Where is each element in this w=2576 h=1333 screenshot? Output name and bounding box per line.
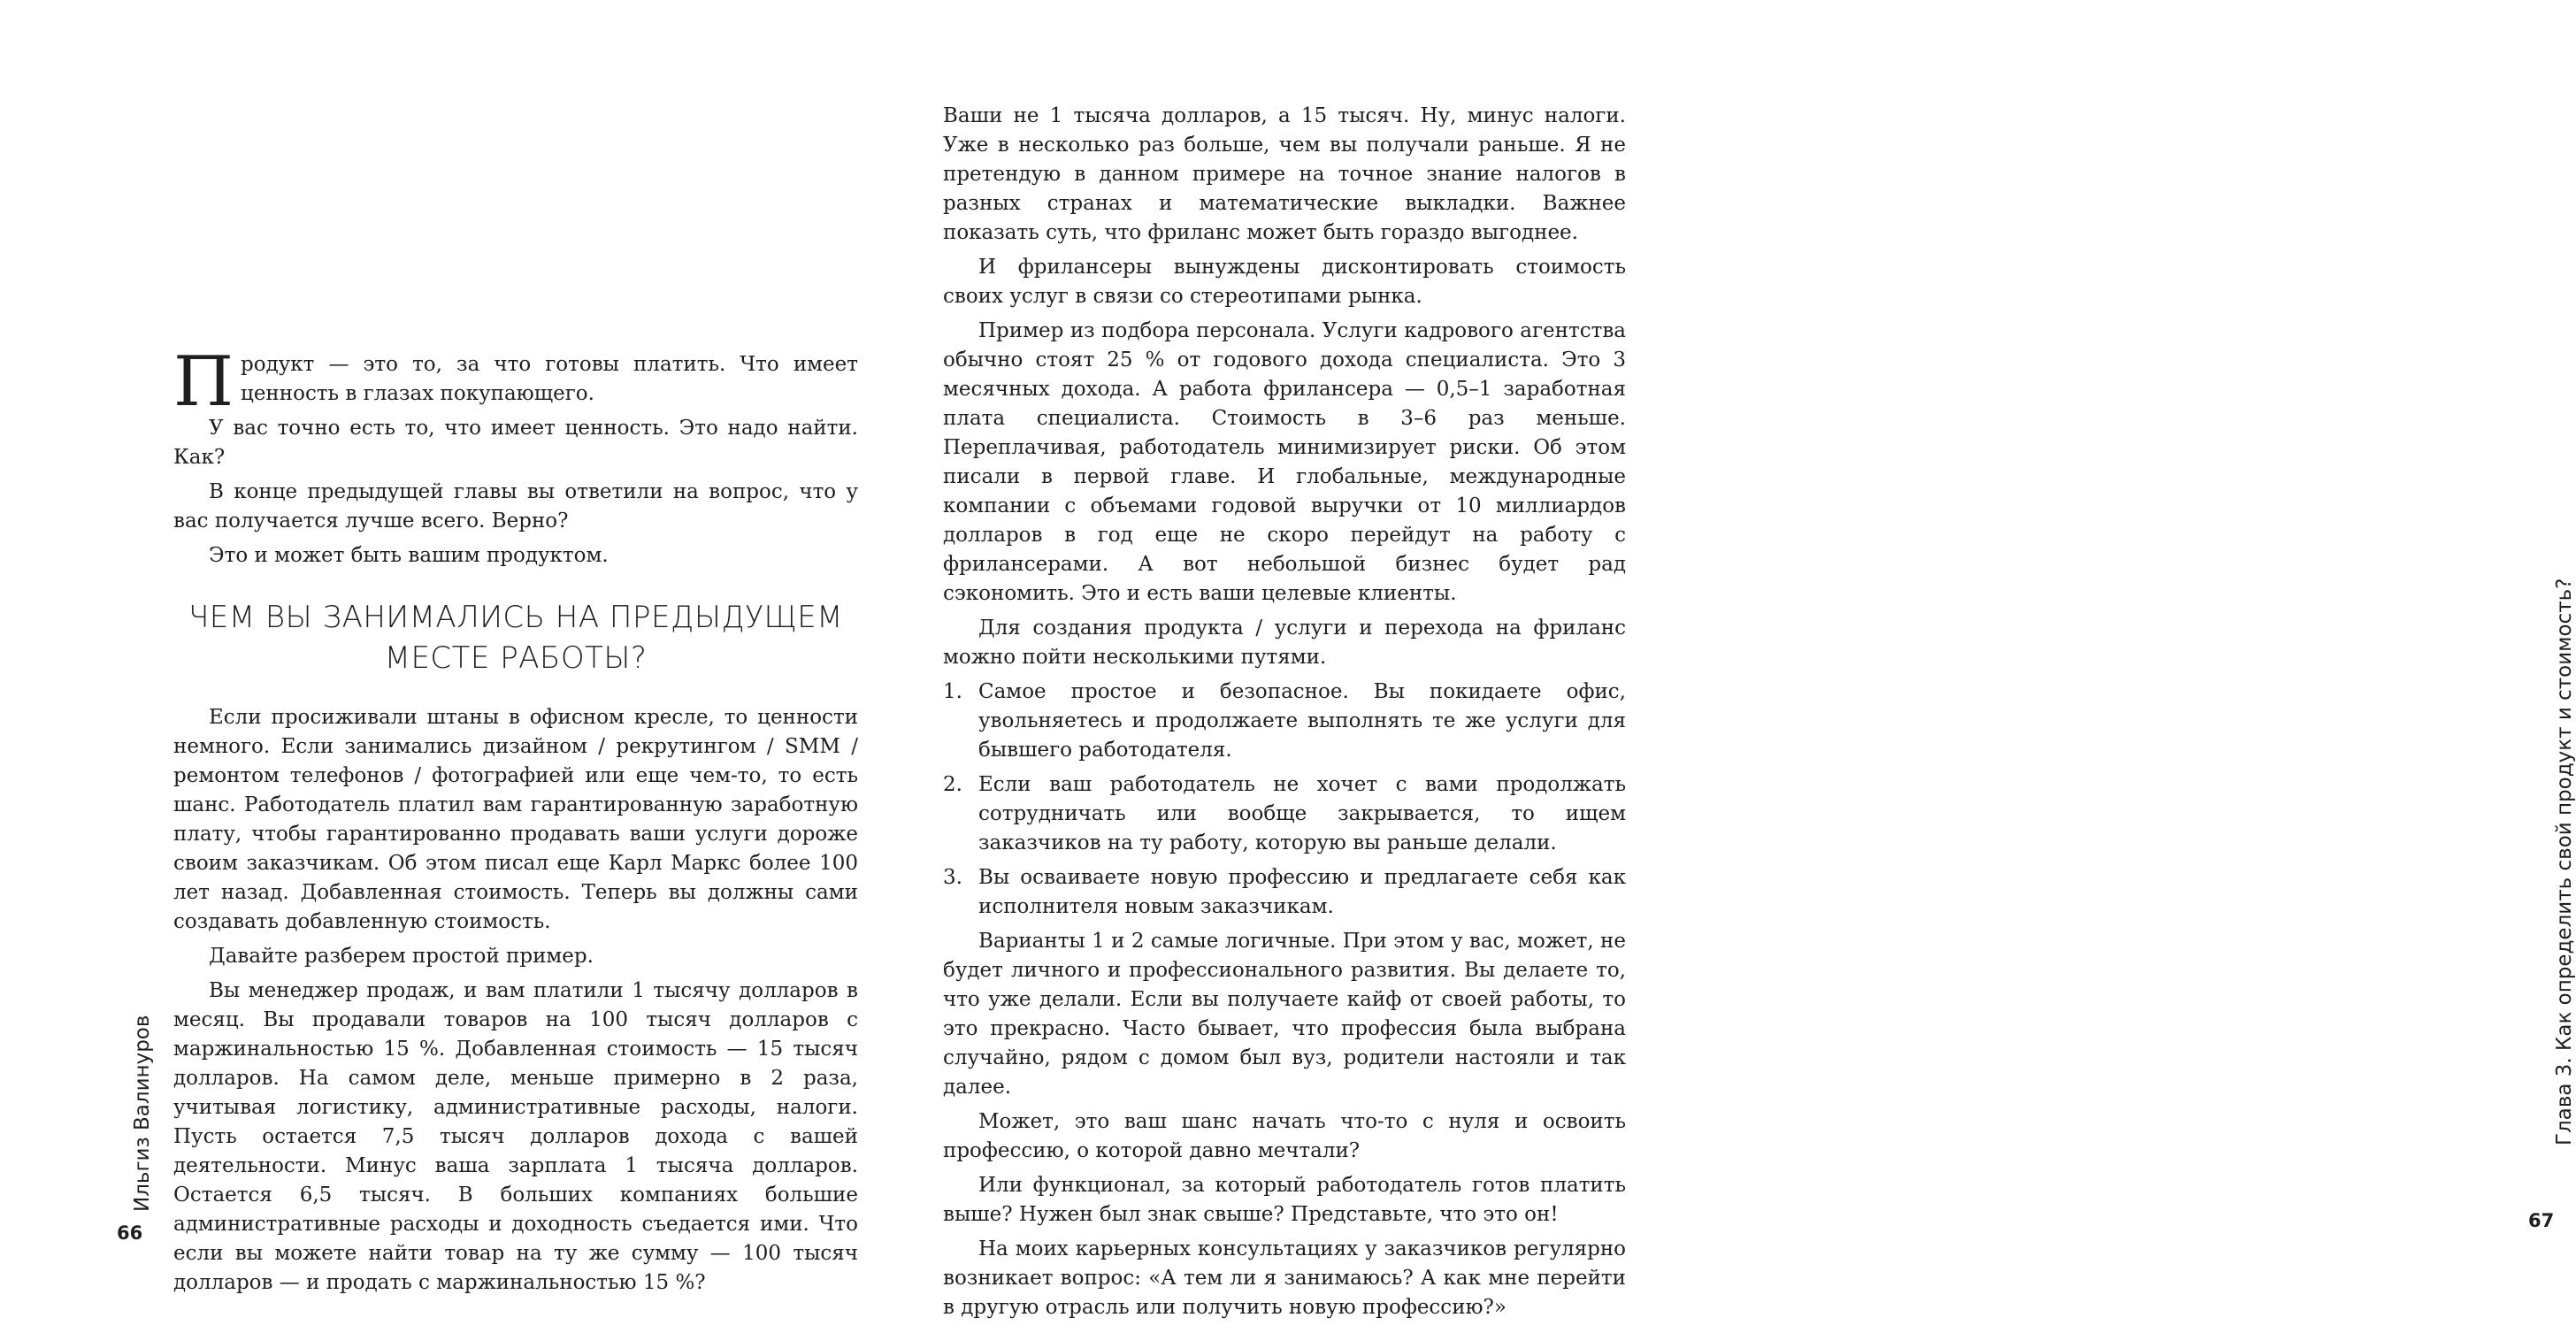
intro-paragraph [173,342,858,422]
intro-paragraph: В конце предыдущей главы вы ответили на вопрос, что у вас получается лучше всего. Верно? [173,480,858,532]
list-number: 1. [943,680,962,703]
body-paragraph: Или функционал, за который работодатель готов платить выше? Нужен был знак свыше? Представьте, что это он! [943,1174,1626,1226]
list-text: Вы осваиваете новую профессию и предлагаете себя как исполнителя новым заказчикам. [978,866,1626,918]
list-text: Самое простое и безопасное. Вы покидаете офис, увольняетесь и продолжаете выполнять те же услуги для бывшего работодателя. [978,680,1626,762]
page-number-left: 66 [117,1222,143,1244]
right-text-column [943,102,1626,1328]
list-number: 3. [943,866,962,889]
body-paragraph: Если просиживали штаны в офисном кресле, то ценности немного. Если занимались дизайном / рекрутингом / SMM / ремонтом телефонов / фотографией или еще чем-то, то есть шанс. Работодатель платил вам гарантированную заработную плату, чтобы гарантированно продавать ваши услуги дороже своим заказчикам. Об этом писал еще Карл Маркс более 100 лет назад. Добавленная стоимость. Теперь вы должны сами создавать добавленную стоимость. [173,706,858,933]
intro-text: родукт — это то, за что готовы платить. Что имеет ценность в глазах покупающего. [241,353,858,405]
page-number-right: 67 [2528,1210,2555,1231]
intro-paragraph: Это и может быть вашим продуктом. [209,544,609,567]
list-item [943,863,1626,922]
body-paragraph: Давайте разберем простой пример. [209,945,594,968]
body-paragraph: Может, это ваш шанс начать что-то с нуля и освоить профессию, о которой давно мечтали? [943,1110,1626,1162]
body-paragraph: На моих карьерных консультациях у заказчиков регулярно возникает вопрос: «А тем ли я занимаюсь? А как мне перейти в другую отрасль или получить новую профессию?» [943,1237,1626,1319]
intro-paragraph: У вас точно есть то, что имеет ценность. Это надо найти. Как? [173,417,858,469]
list-text: Если ваш работодатель не хочет с вами продолжать сотрудничать или вообще закрывается, то ищем заказчиков на ту работу, которую вы раньше делали. [978,773,1626,854]
list-item [943,678,1626,765]
list-number: 2. [943,773,962,796]
body-paragraph: Вы менеджер продаж, и вам платили 1 тысячу долларов в месяц. Вы продавали товаров на 100 тысяч долларов с маржинальностью 15 %. Добавленная стоимость — 15 тысяч долларов. На самом деле, меньше примерно в 2 раза, учитывая логистику, административные расходы, налоги. Пусть остается 7,5 тысяч долларов дохода с вашей деятельности. Минус ваша зарплата 1 тысяча долларов. Остается 6,5 тысяч. В больших компаниях большие административные расходы и доходность съедается ими. Что если вы можете найти товар на ту же сумму — 100 тысяч долларов — и продать с маржинальностью 15 %? [173,979,858,1294]
body-paragraph: Варианты 1 и 2 самые логичные. При этом у вас, может, не будет личного и профессионального развития. Вы делаете то, что уже делали. Если вы получаете кайф от своей работы, то это прекрасно. Часто бывает, что профессия была выбрана случайно, рядом с домом был вуз, родители настояли и так далее. [943,930,1626,1099]
body-paragraph: И фрилансеры вынуждены дисконтировать стоимость своих услуг в связи со стереотипами рынка. [943,256,1626,308]
options-list [943,678,1626,922]
body-paragraph: Для создания продукта / услуги и перехода на фриланс можно пойти несколькими путями. [943,617,1626,669]
left-page [0,0,885,1333]
drop-cap: П [173,342,234,422]
chapter-running-head: Глава 3. Как определить свой продукт и стоимость? [2553,578,2576,1145]
section-heading: ЧЕМ ВЫ ЗАНИМАЛИСЬ НА ПРЕДЫДУЩЕМ МЕСТЕ РАБОТЫ? [188,600,844,676]
right-page [885,0,2576,1333]
body-paragraph: Пример из подбора персонала. Услуги кадрового агентства обычно стоят 25 % от годового дохода специалиста. Это 3 месячных дохода. А работа фрилансера — 0,5–1 заработная плата специалиста. Стоимость в 3–6 раз меньше. Переплачивая, работодатель минимизирует риски. Об этом писали в первой главе. И глобальные, международные компании с объемами годовой выручки от 10 миллиардов долларов в год еще не скоро перейдут на работу с фрилансерами. А вот небольшой бизнес будет рад сэкономить. Это и есть ваши целевые клиенты. [943,319,1626,605]
list-item [943,770,1626,858]
continuation-paragraph: Ваши не 1 тысяча долларов, а 15 тысяч. Ну, минус налоги. Уже в несколько раз больше, чем вы получали раньше. Я не претендую в данном примере на точное знание налогов в разных странах и математические выкладки. Важнее показать суть, что фриланс может быть гораздо выгоднее. [943,104,1626,244]
left-text-column [173,342,858,1303]
author-running-head: Ильгиз Валинуров [131,1015,154,1212]
